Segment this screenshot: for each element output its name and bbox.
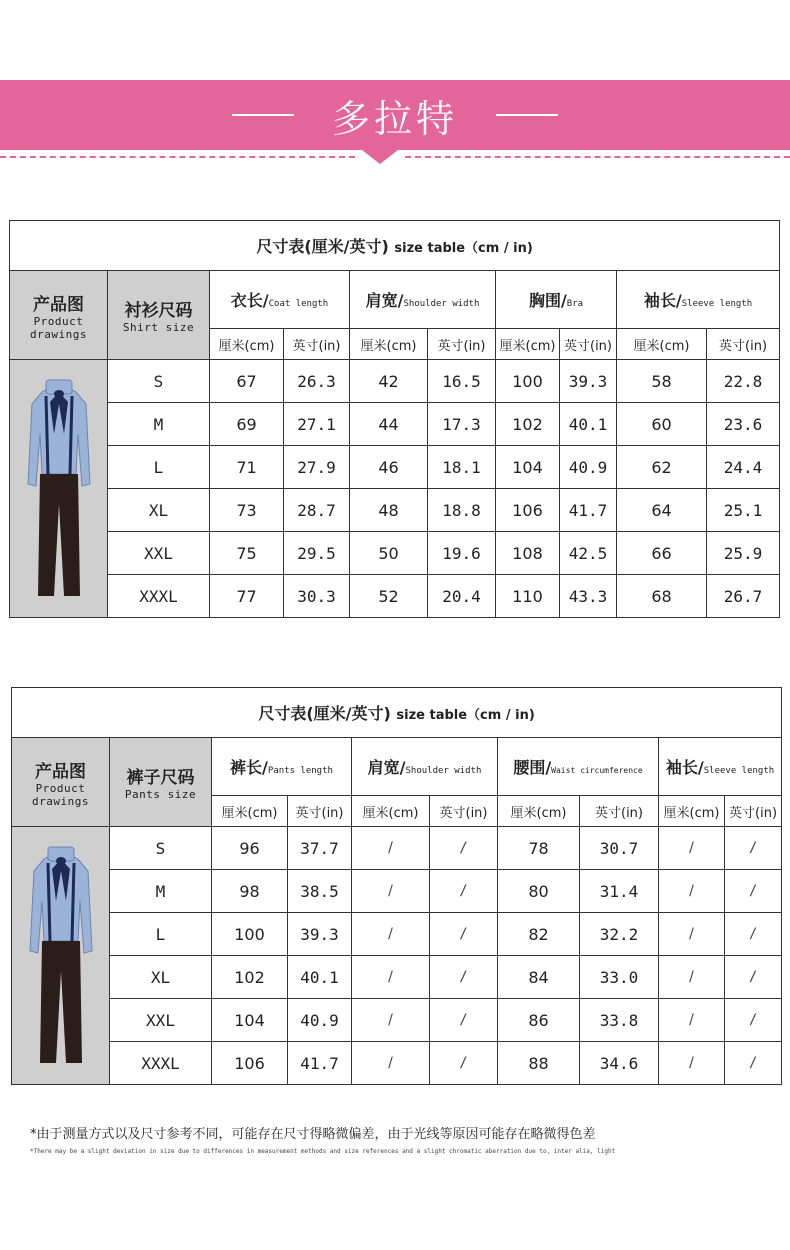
value-inch: / bbox=[430, 1042, 498, 1085]
value-cm: 48 bbox=[350, 489, 428, 532]
value-cm: 102 bbox=[496, 403, 560, 446]
value-cm: 71 bbox=[210, 446, 284, 489]
value-inch: / bbox=[430, 999, 498, 1042]
unit-in: 英寸(in) bbox=[560, 329, 617, 360]
value-inch: 42.5 bbox=[560, 532, 617, 575]
value-inch: 26.7 bbox=[707, 575, 780, 618]
value-cm: 100 bbox=[496, 360, 560, 403]
value-inch: / bbox=[430, 827, 498, 870]
size-label: L bbox=[110, 913, 212, 956]
value-inch: 18.8 bbox=[428, 489, 496, 532]
size-label: M bbox=[108, 403, 210, 446]
value-cm: 78 bbox=[498, 827, 580, 870]
column-header-en: Sleeve length bbox=[681, 299, 753, 309]
product-header-en: Product drawings bbox=[32, 781, 89, 808]
value-cm: 104 bbox=[212, 999, 288, 1042]
table-row bbox=[10, 403, 780, 446]
value-cm: / bbox=[352, 1042, 430, 1085]
column-header-shoulder-width bbox=[352, 738, 498, 796]
value-inch: 41.7 bbox=[560, 489, 617, 532]
value-cm: 84 bbox=[498, 956, 580, 999]
column-header-en: Bra bbox=[566, 299, 584, 309]
table-title-en: size table（cm / in) bbox=[396, 708, 535, 723]
banner-notch bbox=[362, 150, 398, 164]
value-cm: 77 bbox=[210, 575, 284, 618]
value-inch: 25.9 bbox=[707, 532, 780, 575]
value-cm: 46 bbox=[350, 446, 428, 489]
column-header-cn: 衣长/ bbox=[230, 291, 269, 310]
value-inch: 40.9 bbox=[560, 446, 617, 489]
value-cm: 86 bbox=[498, 999, 580, 1042]
value-inch: 29.5 bbox=[284, 532, 350, 575]
unit-in: 英寸(in) bbox=[430, 796, 498, 827]
product-image-cell bbox=[10, 360, 108, 618]
value-cm: 50 bbox=[350, 532, 428, 575]
pants-size-table bbox=[11, 687, 782, 1085]
table-title-en: size table（cm / in) bbox=[394, 241, 533, 256]
unit-cm: 厘米(cm) bbox=[498, 796, 580, 827]
value-cm: / bbox=[659, 827, 725, 870]
value-inch: / bbox=[725, 1042, 782, 1085]
size-label: XXL bbox=[108, 532, 210, 575]
value-cm: 69 bbox=[210, 403, 284, 446]
size-header-cn: 衬衫尺码 bbox=[124, 301, 193, 321]
size-header-cn: 裤子尺码 bbox=[126, 768, 195, 788]
value-inch: 19.6 bbox=[428, 532, 496, 575]
value-cm: 96 bbox=[212, 827, 288, 870]
value-inch: / bbox=[430, 956, 498, 999]
outfit-figure-icon bbox=[26, 841, 96, 1071]
unit-in: 英寸(in) bbox=[288, 796, 352, 827]
column-header-cn: 肩宽/ bbox=[365, 291, 404, 310]
column-header-sleeve-length bbox=[659, 738, 782, 796]
value-cm: 68 bbox=[617, 575, 707, 618]
column-header-shoulder-width bbox=[350, 271, 496, 329]
table-row bbox=[12, 956, 782, 999]
size-label: XL bbox=[110, 956, 212, 999]
value-inch: 27.9 bbox=[284, 446, 350, 489]
table-row bbox=[10, 446, 780, 489]
column-header-cn: 肩宽/ bbox=[367, 758, 406, 777]
unit-in: 英寸(in) bbox=[580, 796, 659, 827]
value-cm: 106 bbox=[496, 489, 560, 532]
value-inch: / bbox=[725, 827, 782, 870]
value-cm: 110 bbox=[496, 575, 560, 618]
value-cm: 88 bbox=[498, 1042, 580, 1085]
value-inch: 40.1 bbox=[288, 956, 352, 999]
value-inch: 33.8 bbox=[580, 999, 659, 1042]
value-inch: 23.6 bbox=[707, 403, 780, 446]
table-title-cn: 尺寸表(厘米/英寸) bbox=[258, 704, 391, 723]
value-inch: / bbox=[430, 913, 498, 956]
product-header-en: Product drawings bbox=[30, 314, 87, 341]
value-inch: 16.5 bbox=[428, 360, 496, 403]
value-cm: 60 bbox=[617, 403, 707, 446]
value-cm: / bbox=[659, 870, 725, 913]
shirt-size-header bbox=[108, 271, 210, 360]
table-row bbox=[10, 532, 780, 575]
value-inch: 39.3 bbox=[288, 913, 352, 956]
value-cm: 44 bbox=[350, 403, 428, 446]
size-label: XL bbox=[108, 489, 210, 532]
value-inch: 34.6 bbox=[580, 1042, 659, 1085]
value-cm: 73 bbox=[210, 489, 284, 532]
table-row bbox=[10, 360, 780, 403]
value-inch: 33.0 bbox=[580, 956, 659, 999]
value-inch: 20.4 bbox=[428, 575, 496, 618]
column-header-cn: 裤长/ bbox=[230, 758, 268, 777]
unit-in: 英寸(in) bbox=[725, 796, 782, 827]
table-row bbox=[12, 827, 782, 870]
column-header-cn: 袖长/ bbox=[643, 291, 682, 310]
column-header-en: Coat length bbox=[268, 299, 329, 309]
banner-dash-left bbox=[232, 114, 294, 116]
value-cm: 58 bbox=[617, 360, 707, 403]
product-drawings-header bbox=[12, 738, 110, 827]
value-inch: 25.1 bbox=[707, 489, 780, 532]
value-inch: 43.3 bbox=[560, 575, 617, 618]
value-inch: 17.3 bbox=[428, 403, 496, 446]
table-title-cn: 尺寸表(厘米/英寸) bbox=[256, 237, 389, 256]
unit-cm: 厘米(cm) bbox=[212, 796, 288, 827]
value-inch: 40.9 bbox=[288, 999, 352, 1042]
value-inch: 40.1 bbox=[560, 403, 617, 446]
unit-cm: 厘米(cm) bbox=[496, 329, 560, 360]
table-row bbox=[12, 1042, 782, 1085]
table-row bbox=[12, 870, 782, 913]
column-header-pants-length bbox=[212, 738, 352, 796]
column-header-en: Sleeve length bbox=[703, 766, 775, 776]
value-cm: 52 bbox=[350, 575, 428, 618]
value-inch: 26.3 bbox=[284, 360, 350, 403]
value-cm: 106 bbox=[212, 1042, 288, 1085]
banner-dotted-line-right bbox=[405, 156, 790, 158]
value-inch: 22.8 bbox=[707, 360, 780, 403]
value-cm: / bbox=[352, 956, 430, 999]
value-inch: 30.3 bbox=[284, 575, 350, 618]
value-inch: 28.7 bbox=[284, 489, 350, 532]
pants-size-header bbox=[110, 738, 212, 827]
unit-cm: 厘米(cm) bbox=[210, 329, 284, 360]
value-inch: 38.5 bbox=[288, 870, 352, 913]
shirt-table-title bbox=[10, 221, 780, 271]
product-drawings-header bbox=[10, 271, 108, 360]
value-inch: 30.7 bbox=[580, 827, 659, 870]
value-cm: 62 bbox=[617, 446, 707, 489]
column-header-cn: 胸围/ bbox=[528, 291, 567, 310]
product-header-cn: 产品图 bbox=[35, 761, 86, 782]
column-header-waist bbox=[498, 738, 659, 796]
column-header-cn: 腰围/ bbox=[513, 758, 552, 777]
value-cm: 67 bbox=[210, 360, 284, 403]
size-label: XXL bbox=[110, 999, 212, 1042]
unit-cm: 厘米(cm) bbox=[350, 329, 428, 360]
table-row bbox=[12, 913, 782, 956]
size-label: L bbox=[108, 446, 210, 489]
value-inch: / bbox=[725, 870, 782, 913]
unit-cm: 厘米(cm) bbox=[659, 796, 725, 827]
column-header-cn: 袖长/ bbox=[665, 758, 704, 777]
table-row bbox=[10, 489, 780, 532]
column-header-coat-length bbox=[210, 271, 350, 329]
value-cm: 42 bbox=[350, 360, 428, 403]
size-label: XXXL bbox=[110, 1042, 212, 1085]
banner-title: 多拉特 bbox=[331, 96, 458, 141]
value-cm: / bbox=[352, 870, 430, 913]
column-header-en: Shoulder width bbox=[405, 766, 482, 776]
product-header-cn: 产品图 bbox=[33, 294, 84, 315]
footnote-cn: *由于测量方式以及尺寸参考不同，可能存在尺寸得略微偏差，由于光线等原因可能存在略微得色差 bbox=[30, 1127, 596, 1142]
size-label: M bbox=[110, 870, 212, 913]
value-cm: / bbox=[352, 827, 430, 870]
value-cm: / bbox=[659, 956, 725, 999]
value-inch: / bbox=[725, 956, 782, 999]
size-label: S bbox=[110, 827, 212, 870]
value-inch: / bbox=[725, 999, 782, 1042]
unit-cm: 厘米(cm) bbox=[352, 796, 430, 827]
size-label: XXXL bbox=[108, 575, 210, 618]
value-cm: 80 bbox=[498, 870, 580, 913]
value-cm: 64 bbox=[617, 489, 707, 532]
header-banner bbox=[0, 80, 790, 150]
unit-cm: 厘米(cm) bbox=[617, 329, 707, 360]
value-inch: 41.7 bbox=[288, 1042, 352, 1085]
value-cm: / bbox=[352, 999, 430, 1042]
column-header-en: Pants length bbox=[267, 766, 333, 776]
value-inch: 31.4 bbox=[580, 870, 659, 913]
column-header-en: Waist circumference bbox=[551, 766, 643, 775]
value-cm: 102 bbox=[212, 956, 288, 999]
value-cm: 104 bbox=[496, 446, 560, 489]
value-cm: / bbox=[352, 913, 430, 956]
table-row bbox=[12, 999, 782, 1042]
table-row bbox=[10, 575, 780, 618]
value-inch: / bbox=[430, 870, 498, 913]
value-inch: 18.1 bbox=[428, 446, 496, 489]
column-header-sleeve-length bbox=[617, 271, 780, 329]
size-header-en: Shirt size bbox=[122, 321, 195, 334]
value-inch: 39.3 bbox=[560, 360, 617, 403]
value-inch: 24.4 bbox=[707, 446, 780, 489]
value-cm: / bbox=[659, 1042, 725, 1085]
value-inch: 27.1 bbox=[284, 403, 350, 446]
value-cm: 98 bbox=[212, 870, 288, 913]
size-label: S bbox=[108, 360, 210, 403]
footnote-en: *There may be a slight deviation in size due to differences in measurement methods and size references and a slight chromatic aberration due to, inter alia, light bbox=[30, 1148, 616, 1155]
value-cm: 100 bbox=[212, 913, 288, 956]
value-inch: / bbox=[725, 913, 782, 956]
column-header-bust bbox=[496, 271, 617, 329]
shirt-size-table bbox=[9, 220, 780, 618]
value-cm: 75 bbox=[210, 532, 284, 575]
pants-table-title bbox=[12, 688, 782, 738]
value-inch: 37.7 bbox=[288, 827, 352, 870]
column-header-en: Shoulder width bbox=[403, 299, 480, 309]
size-header-en: Pants size bbox=[124, 788, 197, 801]
value-cm: 108 bbox=[496, 532, 560, 575]
banner-dotted-line-left bbox=[0, 156, 355, 158]
unit-in: 英寸(in) bbox=[284, 329, 350, 360]
product-image-cell bbox=[12, 827, 110, 1085]
banner-dash-right bbox=[496, 114, 558, 116]
value-cm: 66 bbox=[617, 532, 707, 575]
value-cm: / bbox=[659, 913, 725, 956]
value-cm: / bbox=[659, 999, 725, 1042]
value-cm: 82 bbox=[498, 913, 580, 956]
value-inch: 32.2 bbox=[580, 913, 659, 956]
unit-in: 英寸(in) bbox=[428, 329, 496, 360]
unit-in: 英寸(in) bbox=[707, 329, 780, 360]
outfit-figure-icon bbox=[24, 374, 94, 604]
